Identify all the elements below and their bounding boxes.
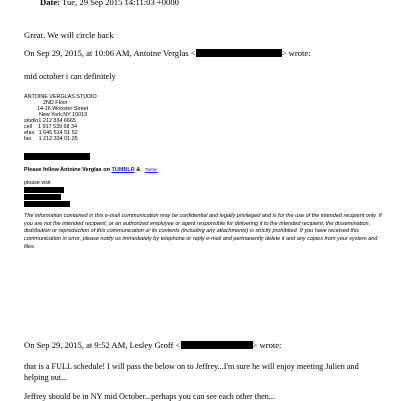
sig-fax: fax 1 212 334 01 35 [24, 136, 78, 142]
confidentiality-disclaimer: The information contained in this e-mail communication may be confidential and legally privileged and is for the use of the intended recipient only. If you are not the intended recipient, or an authorized employee or agent responsible for delivering it to the intended recipient, the dissemination, distribution or reproduction of this communication or its contents (including any attachments) is strictly prohibited. If you have received this communication in error, please notify us immediately by telephone or reply e-mail and permanently delete it and any copies from your system and files. [24, 213, 382, 250]
quote2-line-1: that is a FULL schedule! I will pass the below on to Jeffrey...I'm sure he will enjoy meeting Julien and [24, 362, 359, 371]
please-visit-text: please visit [24, 180, 51, 186]
redacted-link-2 [24, 194, 61, 200]
sig-floor: 2ND Floor [43, 100, 68, 106]
follow-amp: & [136, 167, 141, 173]
quote2-header-suffix: > wrote: [252, 340, 282, 350]
redacted-email [196, 49, 282, 57]
sig-street: 14-16 Wooster Street [37, 106, 89, 112]
quote1-message: mid october i can definitely [24, 72, 116, 81]
twitter-link[interactable]: Twitter [144, 167, 158, 172]
date-label: Date: [40, 0, 61, 7]
email-date-line [40, 0, 179, 7]
tumblr-link[interactable]: TUMBLR [111, 167, 135, 173]
quote2-line-2: helping out... [24, 373, 68, 382]
sig-studio-phone: studio1 212 334 6665 [24, 118, 76, 124]
sig-city: New York,NY 10013 [39, 112, 88, 118]
quote2-header [24, 340, 281, 350]
quote1-header-suffix: > wrote: [281, 48, 311, 58]
redacted-link-1 [24, 187, 64, 193]
redacted-block [24, 153, 90, 160]
date-value: Tue, 29 Sep 2015 14:11:03 +0000 [62, 0, 179, 7]
quote1-header-prefix: On Sep 29, 2015, at 10:06 AM, Antoine Verglas < [24, 48, 196, 58]
follow-line [24, 167, 158, 173]
quote2-header-prefix: On Sep 29, 2015, at 9:52 AM, Lesley Groff < [24, 340, 181, 350]
reply-text: Great. We will circle back [24, 30, 114, 40]
quote2-line-3: Jeffrey should be in NY mid October...perhaps you can see each other then... [24, 392, 276, 401]
redacted-link-3 [24, 201, 70, 207]
redacted-email [181, 341, 253, 349]
sig-efax: efax 1 646 514 51 52 [24, 130, 78, 136]
follow-prefix: Please follow Antoine Verglas on [24, 167, 110, 173]
sig-cell-phone: cell 1 917 539 68 34 [24, 124, 78, 130]
quote1-header [24, 48, 311, 58]
sig-company: ANTOINE VERGLAS STUDIO [24, 94, 97, 100]
